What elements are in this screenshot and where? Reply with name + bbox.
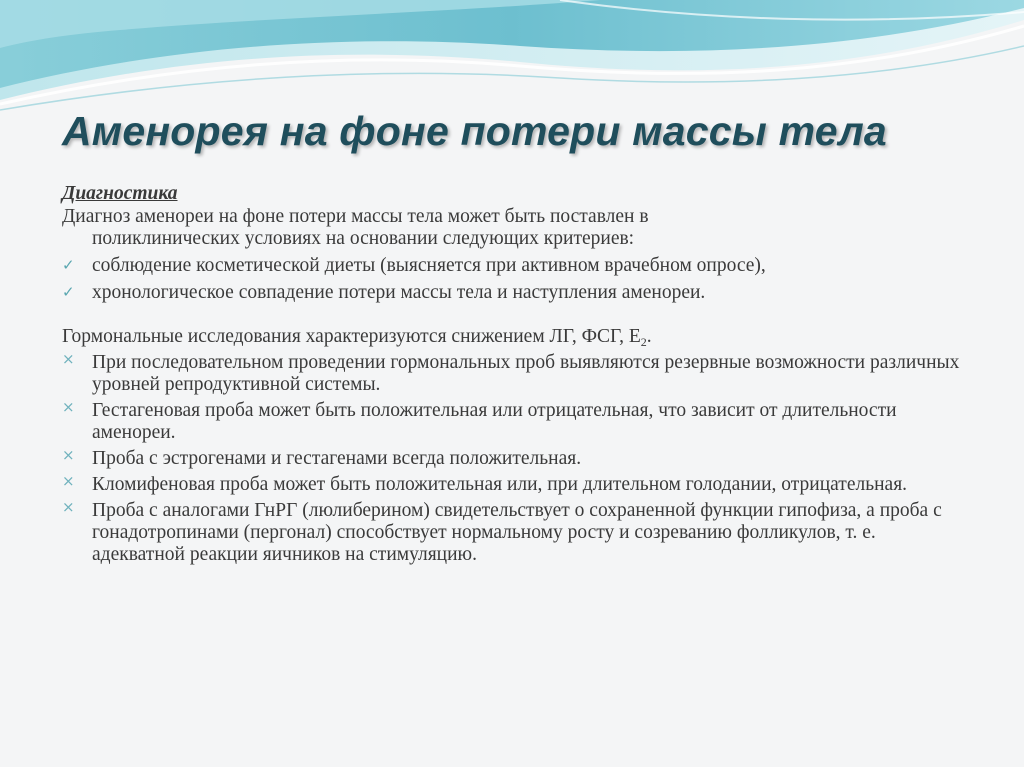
finding-text: Кломифеновая проба может быть положительная или, при длительном голодании, отрицательная. [92,474,908,495]
finding-text: Гестагеновая проба может быть положительная или отрицательная, что зависит от длительности аменореи. [92,400,897,443]
list-item [62,352,972,396]
hormonal-paragraph [62,326,972,348]
cross-icon: × [62,350,75,368]
criteria-text: хронологическое совпадение потери массы тела и наступления аменореи. [92,282,706,303]
hormonal-end: . [646,326,652,347]
cross-icon: × [62,472,75,490]
finding-text: Проба с эстрогенами и гестагенами всегда положительная. [92,448,582,469]
section-heading: Диагностика [62,183,178,204]
hormonal-subscript: 2 [640,335,647,349]
intro-line-1: Диагноз аменореи на фоне потери массы тела может быть поставлен в [62,206,649,227]
cross-icon: × [62,498,75,516]
findings-list [62,352,972,566]
slide-title: Аменорея на фоне потери массы тела [62,108,887,154]
list-item [62,255,972,277]
criteria-text: соблюдение косметической диеты (выясняется при активном врачебном опросе), [92,255,766,276]
slide-content [62,182,972,566]
cross-icon: × [62,398,75,416]
hormonal-text: Гормональные исследования характеризуются снижением ЛГ, ФСГ, Е [62,326,641,347]
cross-icon: × [62,446,75,464]
list-item [62,282,972,304]
list-item [62,500,972,566]
criteria-list [62,255,972,304]
intro-paragraph [62,206,972,250]
check-icon: ✓ [62,283,75,301]
list-item [62,400,972,444]
spacer [62,304,972,326]
intro-line-2: поликлинических условиях на основании следующих критериев: [92,228,635,249]
list-item [62,448,972,470]
list-item [62,474,972,496]
finding-text: При последовательном проведении гормональных проб выявляются резервные возможности различных уровней репродуктивной системы. [92,352,960,395]
finding-text: Проба с аналогами ГнРГ (люлиберином) свидетельствует о сохраненной функции гипофиза, а проба с гонадотропинами (пергонал) способствует нормальному росту и созреванию фолликулов, т. е. адекватной реакции яичников на стимуляцию. [92,500,942,565]
check-icon: ✓ [62,256,75,274]
